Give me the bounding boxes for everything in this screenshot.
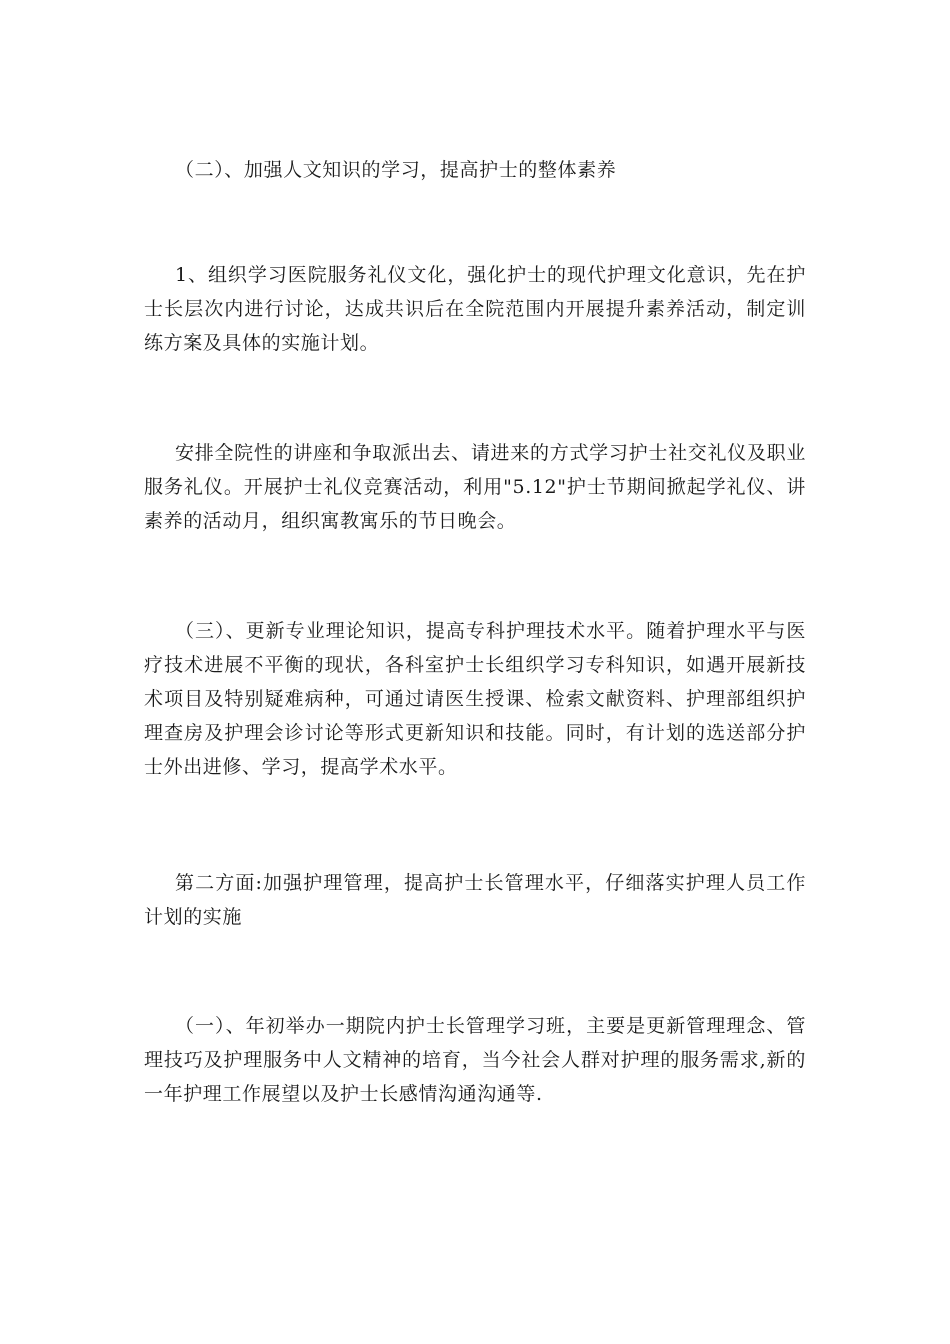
paragraph-professional-knowledge: （三）、更新专业理论知识，提高专科护理技术水平。随着护理水平与医疗技术进展不平衡的现状，各科室护士长组织学习专科知识，如遇开展新技术项目及特别疑难病种，可通过请医生授课、检索文献资料、护理部组织护理查房及护理会诊讨论等形式更新知识和技能。同时，有计划的选送部分护士外出进修、学习，提高学术水平。 — [144, 620, 806, 778]
paragraph-lectures-etiquette: 安排全院性的讲座和争取派出去、请进来的方式学习护士社交礼仪及职业服务礼仪。开展护士礼仪竞赛活动，利用"5.12"护士节期间掀起学礼仪、讲素养的活动月，组织寓教寓乐的节日晚会。 — [144, 442, 806, 532]
paragraph-head-nurse-training: （一）、年初举办一期院内护士长管理学习班，主要是更新管理理念、管理技巧及护理服务中人文精神的培育，当今社会人群对护理的服务需求,新的一年护理工作展望以及护士长感情沟通沟通等. — [144, 1015, 806, 1105]
paragraph-etiquette-study: 1、组织学习医院服务礼仪文化，强化护士的现代护理文化意识，先在护士长层次内进行讨论，达成共识后在全院范围内开展提升素养活动，制定训练方案及具体的实施计划。 — [144, 264, 806, 354]
section-heading-management: 第二方面:加强护理管理，提高护士长管理水平，仔细落实护理人员工作计划的实施 — [144, 872, 806, 928]
section-heading-humanities: （二）、加强人文知识的学习，提高护士的整体素养 — [175, 159, 617, 181]
